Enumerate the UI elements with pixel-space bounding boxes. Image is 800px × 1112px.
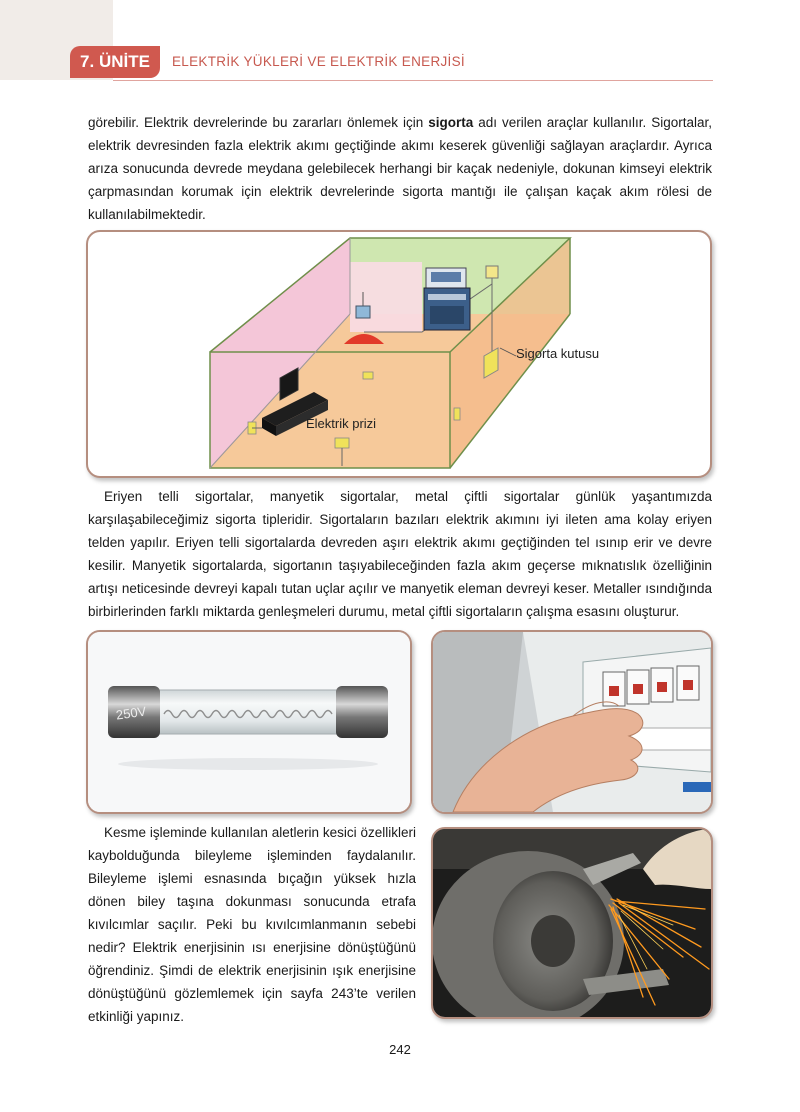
paragraph-3 xyxy=(88,821,416,1028)
paragraph-1-text-a: görebilir. Elektrik devrelerinde bu zararları önlemek için xyxy=(88,115,429,130)
glass-fuse-illustration xyxy=(88,632,410,812)
glass-fuse-photo xyxy=(86,630,412,814)
paragraph-3-text: Kesme işleminde kullanılan aletlerin kesici özellikleri kaybolduğunda bileyleme işleminden faydalanılır. Bileyleme işlemi esnasında bıçağın yüksek hızla dönen biley taşına dokunması sonucunda etrafa kıvılcımlar saçılır. Peki bu kıvılcımlanmanın sebebi nedir? Elektrik enerjisinin ısı enerjisine dönüştüğünü öğrendiniz. Şimdi de elektrik enerjisinin ışık enerjisine dönüştüğünü gözlemlemek için sayfa 243’te verilen etkinliği yapınız. xyxy=(88,825,416,1024)
outlet-label: Elektrik prizi xyxy=(306,416,377,431)
header-divider xyxy=(113,80,713,81)
paragraph-1-text-b: adı verilen araçlar kullanılır. Sigortalar, elektrik devresinden fazla elektrik akımı geçtiğinde akımı keserek güvenliği sağlayan araçlardır. Ayrıca arıza sonucunda devrede meydana gelebilecek herhangi bir kaçak nedeniyle, dokunan kimseyi elektrik çarpmasından korumak için elektrik devrelerinde sigorta mantığı ile çalışan kaçak akım rölesi de kullanılabilmektedir. xyxy=(88,115,712,222)
unit-title: ELEKTRİK YÜKLERİ VE ELEKTRİK ENERJİSİ xyxy=(172,54,465,69)
grinding-sparks-photo xyxy=(431,827,713,1019)
unit-badge: 7. ÜNİTE xyxy=(70,46,160,78)
breaker-panel-illustration xyxy=(433,632,711,812)
fuse-marking: 250V xyxy=(115,703,148,723)
bold-term-sigorta: sigorta xyxy=(428,115,474,130)
fuse-box-label: Sigorta kutusu xyxy=(516,346,600,361)
house-illustration xyxy=(88,232,710,476)
grinding-illustration xyxy=(433,829,711,1017)
paragraph-2-text: Eriyen telli sigortalar, manyetik sigortalar, metal çiftli sigortalar günlük yaşantımızda karşılaşabileceğimiz sigorta tipleridir. Sigortaların bazıları elektrik akımını iyi ileten ama kolay eriyen telden yapılır. Eriyen telli sigortalarda devreden aşırı elektrik akımı geçtiğinden tel ısınıp erir ve devre kesilir. Manyetik sigortalarda, sigortanın taşıyabileceğinden fazla akım geçerse mıknatıslık özelliğinin artışı neticesinde devreyi kapalı tutan uçlar açılır ve manyetik eleman devreyi keser. Metaller ısındığında birbirlerinden farklı miktarda genleşmeleri durumu, metal çiftli sigortaların çalışma esasını oluşturur. xyxy=(88,489,712,619)
paragraph-1 xyxy=(88,111,712,226)
page-number: 242 xyxy=(389,1042,411,1057)
circuit-breaker-photo xyxy=(431,630,713,814)
house-wiring-figure xyxy=(86,230,712,478)
paragraph-2 xyxy=(88,485,712,623)
